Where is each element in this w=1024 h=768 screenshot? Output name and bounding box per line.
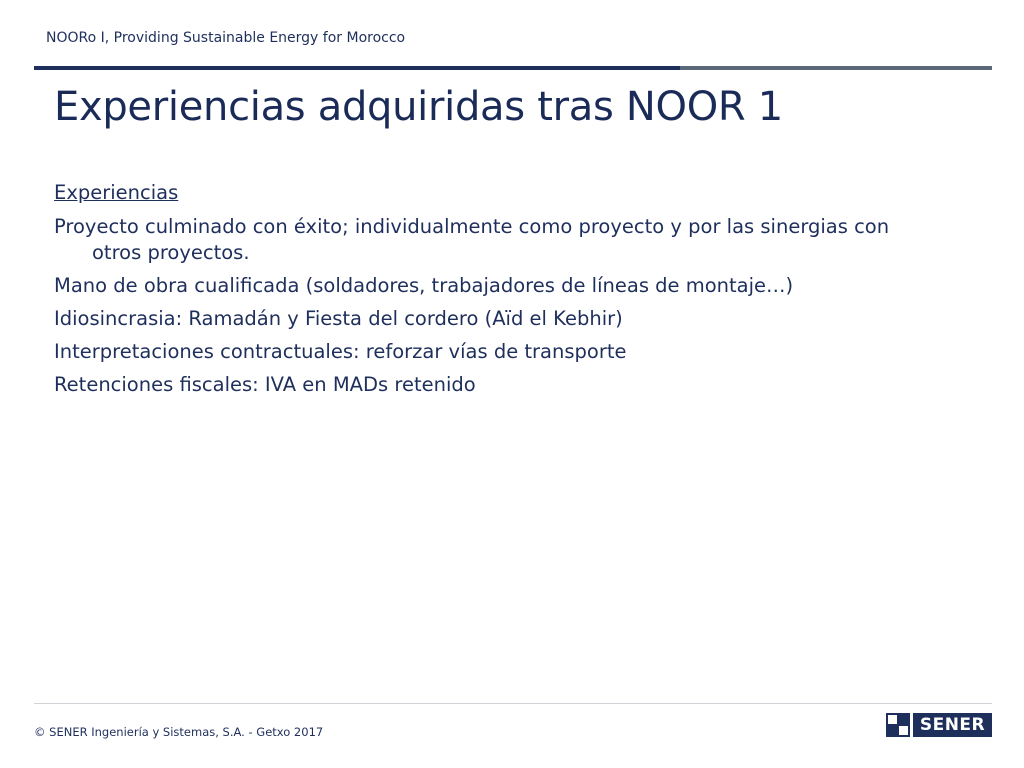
content-heading: Experiencias xyxy=(54,181,179,204)
content-item: Retenciones fiscales: IVA en MADs retenido xyxy=(54,373,476,396)
header-rule-gray xyxy=(680,66,992,70)
content-item: Interpretaciones contractuales: reforzar vías de transporte xyxy=(54,340,627,363)
header-text: NOORo I, Providing Sustainable Energy for Morocco xyxy=(46,30,406,46)
sener-logo xyxy=(886,713,992,737)
content-item: Proyecto culminado con éxito; individualmente como proyecto y por las sinergias con otros proyectos. xyxy=(54,215,890,264)
header-rule-dark xyxy=(34,66,680,70)
footer-rule xyxy=(34,703,992,704)
footer-copyright: © SENER Ingeniería y Sistemas, S.A. - Getxo 2017 xyxy=(34,725,324,739)
slide-title: Experiencias adquiridas tras NOOR 1 xyxy=(54,84,783,130)
sener-logo-text: SENER xyxy=(913,713,992,737)
content-item: Idiosincrasia: Ramadán y Fiesta del cordero (Aïd el Kebhir) xyxy=(54,307,623,330)
content-item: Mano de obra cualificada (soldadores, trabajadores de líneas de montaje…) xyxy=(54,274,794,297)
sener-logo-icon xyxy=(886,713,910,737)
slide-content xyxy=(54,180,914,405)
